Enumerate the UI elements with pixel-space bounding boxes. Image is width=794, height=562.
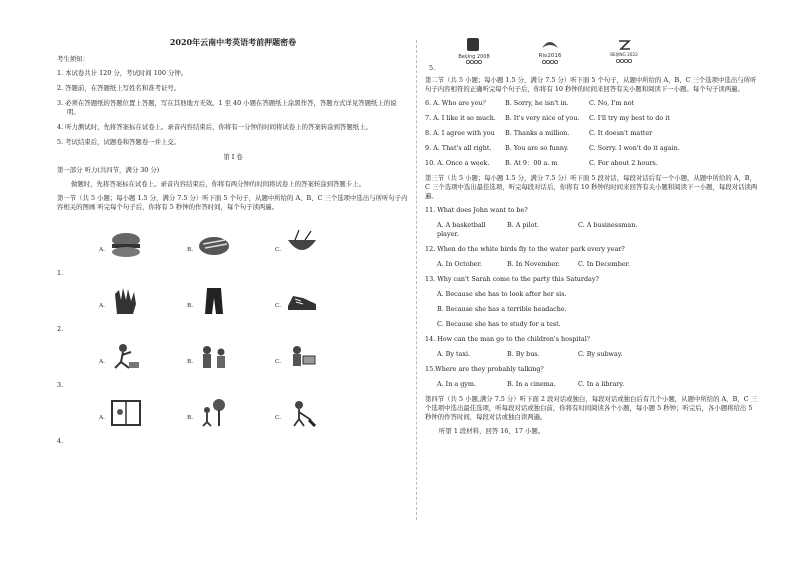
family-picture [197,342,231,372]
option-a: A. By taxi. [437,350,471,358]
question-number: 3. [57,381,64,389]
question-number: 2. [57,325,64,333]
picture-question-1 [57,226,409,282]
option-a: A. Because she has to look after her sis. [437,290,567,298]
logo-text: Rio2016 [538,53,562,59]
option-c: C. By subway. [578,350,623,358]
section4-material-1: 听第 1 段材料，回答 16、17 小题。 [439,427,545,435]
section4-description: 第四节（共 5 小题,满分 7.5 分）听下面 2 段对话或独白，每段对话或独白后有几个小题，从题中所给的 A，B，C 三个选项中选出最佳选项，听每段对话或独白前，你将有时间阅读各个小题，每小题 5 秒钟；听完后，各小题将给出 5 秒钟的作答时间，每段对话或独白读两遍。 [425,395,757,421]
left-column [57,36,409,450]
picture-question-3 [57,338,409,394]
option-a: A. In a gym. [437,380,476,388]
question-number: 4. [57,437,64,445]
option-b: B. A pilot. [507,221,540,229]
section1-description: 第一节（共 5 小题；每小题 1.5 分，满分 7.5 分）听下面 5 个句子，从题中所给的 A、B、C 三个选项中选出与所听句子内容相关的图画 听完每个句子后，你将有 5 秒钟的作答时间，每个句子读两遍。 [57,194,408,211]
option-label: B. [187,359,194,365]
question-text: 6. A. Who are you？ [425,99,490,107]
option-label: A. [99,359,106,365]
option-label: B. [187,415,194,421]
question-9 [425,144,758,153]
right-column [425,38,758,441]
option-label: C. [275,247,282,253]
question-11-options [425,221,758,239]
option-c: C. Because she has to study for a test. [437,320,561,328]
option-label: B. [187,247,194,253]
option-label: C. [275,359,282,365]
logo-text: Beijing 2008 [458,54,490,60]
question-text: 10. A. Once a week. [425,159,490,167]
option-c: C. In a library. [578,380,625,388]
option-label: A. [99,415,106,421]
option-b: B. By bus. [507,350,540,358]
question-text: 8. A. I agree with you [425,129,495,137]
question-10 [425,159,758,168]
section-juan-1: 第 I 卷 [223,153,243,161]
option-label: C. [275,415,282,421]
instruction-5: 5. 考试结束后，试题卷和答题卷一并上交。 [57,138,181,146]
option-b: B. You are so funny. [505,144,569,152]
noodle-bowl-picture [285,230,319,260]
option-b: B. In November. [507,260,560,268]
question-8 [425,129,758,138]
option-c: C. A businessman. [578,221,638,229]
option-c: C. I'll try my best to do it [589,114,670,122]
part1-heading: 第一部分 听力(共四节，满分 30 分) [57,166,160,174]
instructions-heading: 考生须知： [57,55,89,63]
logo-text: BEIJING 2022 [610,52,638,57]
question-14-options [425,350,758,359]
sneakers-picture [285,286,319,316]
instruction-4: 4. 听力测试时，先将答案标在试卷上。录音内容结束后，你将有一分钟的时间将试卷上的答案转涂到答题纸上。 [57,123,372,131]
section3-description: 第三节（共 5 小题；每小题 1.5 分，满分 7.5 分）听下面 5 段对话，每段对话后有一个小题，从题中所给的 A，B，C 三个选项中选出最佳选项，听完每段对话后，你将有 10 秒钟的时间来回答有关小题和阅读下一小题，每段对话读两遍。 [425,174,758,200]
beijing-2008-logo-icon [453,38,495,64]
student-reading-picture [285,342,319,372]
gloves-picture [109,286,143,316]
question-15: 15.Where are they probably talking？ [425,365,547,373]
beijing-2022-logo-icon [603,38,645,64]
picture-question-5 [425,38,758,72]
rio-2016-logo-icon [529,38,571,64]
trousers-picture [197,286,231,316]
option-c: C. Sorry. I won't do it again. [589,144,680,152]
boy-playing-picture [109,342,143,372]
planting-tree-picture [197,398,231,428]
option-b: B. Thanks a million. [505,129,570,137]
hamburger-picture [109,230,143,260]
question-6 [425,99,758,108]
option-b: B. Sorry, he isn't in. [505,99,569,107]
option-label: B. [187,303,194,309]
option-b: B. In a cinema. [507,380,556,388]
option-b: B. It's very nice of you. [505,114,580,122]
question-text: 7. A. I like it so much. [425,114,496,122]
question-11: 11. What does John want to be? [425,206,528,214]
window-cleaning-picture [109,398,143,428]
question-12-options [425,260,758,269]
part1-description: 做题时，先将答案标在试卷上。录音内容结束后，你将有两分钟的时间将试卷上的答案转涂到答题卡上。 [71,180,365,188]
option-b: B. At 9：00 a. m [505,159,558,167]
question-12: 12. When do the white birds fly to the water park every year? [425,245,625,253]
picture-question-2 [57,282,409,338]
option-label: C. [275,303,282,309]
question-13: 13. Why can't Sarah come to the party this Saturday? [425,275,599,283]
question-7 [425,114,758,123]
option-c: C. For about 2 hours. [589,159,658,167]
question-14: 14. How can the man go to the children's hospital？ [425,335,594,343]
question-text: 9. A. That's all right. [425,144,492,152]
option-a: A. In October. [437,260,482,268]
question-15-options [425,380,758,389]
option-c: C. No, I'm not [589,99,635,107]
picture-question-4 [57,394,409,450]
option-a: A. A basketball player. [437,221,486,238]
option-label: A. [99,247,106,253]
option-b: B. Because she has a terrible headache. [437,305,567,313]
option-c: C. It doesn't matter [589,129,653,137]
sweeping-picture [285,398,319,428]
exam-title: 2020年云南中考英语考前押题密卷 [169,37,297,47]
option-label: A. [99,303,106,309]
instruction-1: 1. 本试卷共计 120 分，考试时间 100 分钟。 [57,69,188,77]
column-divider [416,40,417,520]
instruction-3: 3. 必须在答题纸的答题位置上答题，写在其他地方无效。1 至 40 小题在答题纸上涂黑作答，答题方式详见答题纸上的说明。 [57,99,397,116]
instruction-2: 2. 答题前，在答题纸上写姓名和准考证号。 [57,84,181,92]
question-number-5: 5. [429,64,436,72]
option-c: C. In December. [578,260,630,268]
bread-picture [197,230,231,260]
section2-description: 第二节（共 5 小题；每小题 1.5 分，满分 7.5 分）听下面 5 个句子，从题中所给的 A、B、C 三个选项中选出与所听句子内容相符的正确听完每个句子后，你将有 10 秒钟的时间来回答有关小题和阅读下一小题。每个句子读两遍。 [425,76,757,93]
question-number: 1. [57,269,64,277]
